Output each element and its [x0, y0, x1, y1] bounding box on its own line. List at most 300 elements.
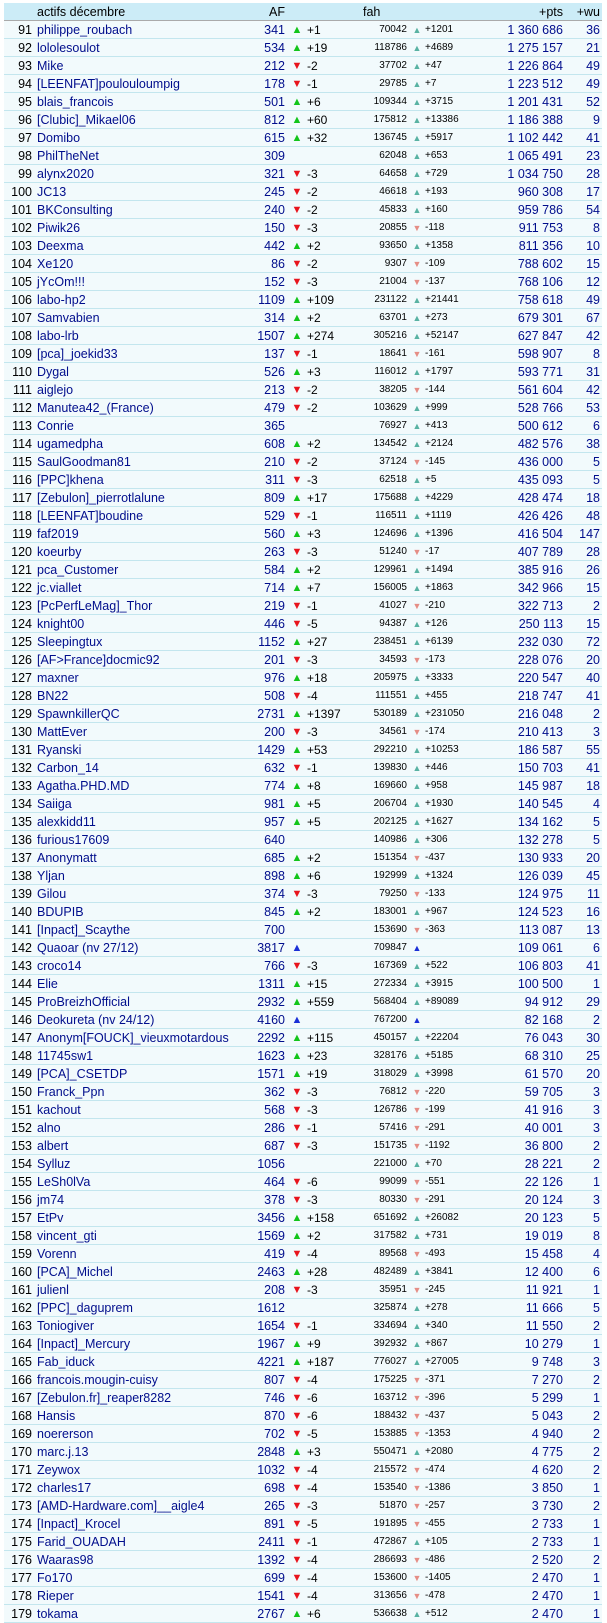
table-row — [4, 1335, 602, 1353]
fah-delta-cell: -220 — [423, 1083, 483, 1101]
rank-cell: 165 — [4, 1353, 35, 1371]
table-row — [4, 885, 602, 903]
fah-delta-cell: -199 — [423, 1101, 483, 1119]
af-cell: 2767 — [247, 1605, 289, 1623]
fah-delta-cell: +4689 — [423, 39, 483, 57]
fah-cell: 334694 — [349, 1317, 411, 1335]
table-row — [4, 471, 602, 489]
fah-delta-cell: +1119 — [423, 507, 483, 525]
triangle-up-icon: ▲ — [291, 132, 303, 144]
name-cell: [Clubic]_Mikael06 — [35, 111, 247, 129]
wu-cell: 9 — [569, 111, 602, 129]
name-cell: Anonym[FOUCK]_vieuxmotardous — [35, 1029, 247, 1047]
fah-delta-cell: -1192 — [423, 1137, 483, 1155]
wu-cell: 2 — [569, 1317, 602, 1335]
triangle-up-icon: ▲ — [291, 996, 303, 1008]
fah-delta-cell: -478 — [423, 1587, 483, 1605]
table-row — [4, 957, 602, 975]
af-cell: 1569 — [247, 1227, 289, 1245]
triangle-up-icon: ▲ — [291, 528, 303, 540]
triangle-down-icon: ▼ — [291, 1284, 303, 1296]
af-delta-cell: -3 — [305, 471, 349, 489]
fah-arrow-icon — [411, 219, 423, 237]
rank-cell: 179 — [4, 1605, 35, 1623]
fah-arrow-icon — [411, 921, 423, 939]
fah-cell: 292210 — [349, 741, 411, 759]
name-cell: Gilou — [35, 885, 247, 903]
fah-cell: 116511 — [349, 507, 411, 525]
triangle-down-icon: ▼ — [412, 1500, 422, 1511]
pts-cell: 1 065 491 — [483, 147, 569, 165]
pts-cell: 436 000 — [483, 453, 569, 471]
af-arrow-icon — [289, 597, 305, 615]
triangle-down-icon: ▼ — [412, 852, 422, 863]
name-cell: Saiiga — [35, 795, 247, 813]
fah-delta-cell: -371 — [423, 1371, 483, 1389]
rank-cell: 125 — [4, 633, 35, 651]
fah-delta-cell: +2080 — [423, 1443, 483, 1461]
triangle-up-icon: ▲ — [412, 708, 422, 719]
wu-cell: 5 — [569, 813, 602, 831]
triangle-up-icon: ▲ — [412, 114, 422, 125]
fah-cell: 62518 — [349, 471, 411, 489]
fah-cell: 767200 — [349, 1011, 411, 1029]
wu-cell: 15 — [569, 579, 602, 597]
rank-cell: 146 — [4, 1011, 35, 1029]
triangle-up-icon: ▲ — [291, 96, 303, 108]
name-cell: marc.j.13 — [35, 1443, 247, 1461]
af-cell: 86 — [247, 255, 289, 273]
af-delta-cell: +17 — [305, 489, 349, 507]
af-delta-cell: -3 — [305, 957, 349, 975]
fah-cell: 317582 — [349, 1227, 411, 1245]
af-delta-cell: -3 — [305, 165, 349, 183]
rank-cell: 151 — [4, 1101, 35, 1119]
rank-cell: 136 — [4, 831, 35, 849]
fah-delta-cell: +306 — [423, 831, 483, 849]
fah-cell: 124696 — [349, 525, 411, 543]
triangle-down-icon: ▼ — [412, 222, 422, 233]
triangle-down-icon: ▼ — [291, 78, 303, 90]
rank-cell: 94 — [4, 75, 35, 93]
rank-cell: 127 — [4, 669, 35, 687]
rank-cell: 156 — [4, 1191, 35, 1209]
triangle-up-icon: ▲ — [291, 1446, 303, 1458]
name-cell: SpawnkillerQC — [35, 705, 247, 723]
af-delta-cell: +2 — [305, 1227, 349, 1245]
rank-cell: 107 — [4, 309, 35, 327]
table-row — [4, 1065, 602, 1083]
fah-arrow-icon — [411, 1461, 423, 1479]
fah-arrow-icon — [411, 777, 423, 795]
fah-arrow-icon — [411, 615, 423, 633]
fah-arrow-icon — [411, 1389, 423, 1407]
wu-cell: 6 — [569, 417, 602, 435]
pts-cell: 342 966 — [483, 579, 569, 597]
name-cell: Piwik26 — [35, 219, 247, 237]
fah-cell: 109344 — [349, 93, 411, 111]
af-delta-cell — [305, 831, 349, 849]
af-arrow-icon — [289, 1443, 305, 1461]
af-arrow-icon — [289, 975, 305, 993]
fah-cell: 118786 — [349, 39, 411, 57]
pts-cell: 68 310 — [483, 1047, 569, 1065]
fah-cell: 89568 — [349, 1245, 411, 1263]
fah-delta-cell: +1494 — [423, 561, 483, 579]
table-row — [4, 975, 602, 993]
af-arrow-icon — [289, 939, 305, 957]
triangle-down-icon: ▼ — [291, 276, 303, 288]
af-delta-cell: +3 — [305, 1443, 349, 1461]
rank-cell: 99 — [4, 165, 35, 183]
table-row — [4, 1191, 602, 1209]
name-cell: BKConsulting — [35, 201, 247, 219]
af-cell: 809 — [247, 489, 289, 507]
wu-cell: 2 — [569, 1011, 602, 1029]
rank-cell: 149 — [4, 1065, 35, 1083]
fah-delta-cell: +1627 — [423, 813, 483, 831]
rank-cell: 145 — [4, 993, 35, 1011]
triangle-down-icon: ▼ — [412, 1410, 422, 1421]
fah-delta-cell: +1396 — [423, 525, 483, 543]
name-cell: labo-lrb — [35, 327, 247, 345]
pts-cell: 2 733 — [483, 1533, 569, 1551]
fah-arrow-icon — [411, 1245, 423, 1263]
rank-cell: 101 — [4, 201, 35, 219]
wu-cell: 2 — [569, 1461, 602, 1479]
af-cell: 560 — [247, 525, 289, 543]
triangle-up-icon: ▲ — [412, 1212, 422, 1223]
af-delta-cell: +53 — [305, 741, 349, 759]
wu-cell: 2 — [569, 1137, 602, 1155]
fah-arrow-icon — [411, 21, 423, 39]
wu-cell: 3 — [569, 1191, 602, 1209]
af-delta-cell: -3 — [305, 1281, 349, 1299]
fah-arrow-icon — [411, 147, 423, 165]
fah-cell: 136745 — [349, 129, 411, 147]
fah-cell: 392932 — [349, 1335, 411, 1353]
name-cell: Zeywox — [35, 1461, 247, 1479]
triangle-up-icon: ▲ — [291, 330, 303, 342]
wu-cell: 20 — [569, 651, 602, 669]
af-cell: 568 — [247, 1101, 289, 1119]
triangle-up-icon: ▲ — [412, 618, 422, 629]
wu-cell: 3 — [569, 723, 602, 741]
table-row — [4, 921, 602, 939]
fah-cell: 70042 — [349, 21, 411, 39]
rank-cell: 103 — [4, 237, 35, 255]
fah-arrow-icon — [411, 1569, 423, 1587]
wu-cell: 41 — [569, 129, 602, 147]
triangle-down-icon: ▼ — [291, 1572, 303, 1584]
wu-cell: 23 — [569, 147, 602, 165]
af-delta-cell: +32 — [305, 129, 349, 147]
table-header — [4, 3, 602, 21]
triangle-up-icon: ▲ — [412, 978, 422, 989]
rank-cell: 95 — [4, 93, 35, 111]
af-delta-cell: -3 — [305, 1497, 349, 1515]
triangle-up-icon: ▲ — [412, 24, 422, 35]
rank-cell: 118 — [4, 507, 35, 525]
pts-cell: 435 093 — [483, 471, 569, 489]
rank-cell: 132 — [4, 759, 35, 777]
name-cell: furious17609 — [35, 831, 247, 849]
table-row — [4, 1569, 602, 1587]
fah-delta-cell: -245 — [423, 1281, 483, 1299]
triangle-up-icon: ▲ — [412, 132, 422, 143]
af-arrow-icon — [289, 1065, 305, 1083]
triangle-up-icon: ▲ — [412, 780, 422, 791]
af-delta-cell: -1 — [305, 1119, 349, 1137]
af-arrow-icon — [289, 1191, 305, 1209]
fah-cell: 134542 — [349, 435, 411, 453]
af-cell: 479 — [247, 399, 289, 417]
fah-delta-cell: -257 — [423, 1497, 483, 1515]
rank-cell: 105 — [4, 273, 35, 291]
af-delta-cell: +109 — [305, 291, 349, 309]
wu-cell: 21 — [569, 39, 602, 57]
fah-delta-cell: +446 — [423, 759, 483, 777]
af-delta-cell: +5 — [305, 795, 349, 813]
af-arrow-icon — [289, 1263, 305, 1281]
triangle-down-icon: ▼ — [291, 1122, 303, 1134]
fah-arrow-icon — [411, 1317, 423, 1335]
fah-cell: 328176 — [349, 1047, 411, 1065]
fah-arrow-icon — [411, 939, 423, 957]
pts-cell: 1 360 686 — [483, 21, 569, 39]
fah-arrow-icon — [411, 543, 423, 561]
af-delta-cell: -3 — [305, 273, 349, 291]
pts-cell: 4 940 — [483, 1425, 569, 1443]
triangle-down-icon: ▼ — [412, 1374, 422, 1385]
triangle-down-icon: ▼ — [291, 186, 303, 198]
af-cell: 812 — [247, 111, 289, 129]
af-delta-cell: +2 — [305, 309, 349, 327]
triangle-up-icon: ▲ — [412, 1068, 422, 1079]
wu-cell: 52 — [569, 93, 602, 111]
fah-arrow-icon — [411, 1227, 423, 1245]
af-delta-cell — [305, 921, 349, 939]
table-row — [4, 93, 602, 111]
af-cell: 212 — [247, 57, 289, 75]
af-delta-cell: -4 — [305, 1551, 349, 1569]
af-cell: 201 — [247, 651, 289, 669]
ranking-wrapper — [4, 3, 602, 1623]
pts-cell: 500 612 — [483, 417, 569, 435]
table-row — [4, 327, 602, 345]
fah-cell: 139830 — [349, 759, 411, 777]
triangle-down-icon: ▼ — [291, 1428, 303, 1440]
af-delta-cell — [305, 1299, 349, 1317]
table-row — [4, 1101, 602, 1119]
fah-delta-cell: -1405 — [423, 1569, 483, 1587]
wu-cell: 12 — [569, 273, 602, 291]
triangle-down-icon: ▼ — [412, 654, 422, 665]
pts-cell: 94 912 — [483, 993, 569, 1011]
pts-cell: 407 789 — [483, 543, 569, 561]
triangle-down-icon: ▼ — [412, 1248, 422, 1259]
table-row — [4, 75, 602, 93]
fah-cell: 188432 — [349, 1407, 411, 1425]
fah-delta-cell: +1201 — [423, 21, 483, 39]
pts-cell: 140 545 — [483, 795, 569, 813]
triangle-down-icon: ▼ — [412, 600, 422, 611]
triangle-down-icon: ▼ — [412, 1428, 422, 1439]
table-row — [4, 579, 602, 597]
fah-delta-cell: +455 — [423, 687, 483, 705]
pts-cell: 1 034 750 — [483, 165, 569, 183]
af-cell: 702 — [247, 1425, 289, 1443]
af-arrow-icon — [289, 435, 305, 453]
table-row — [4, 129, 602, 147]
fah-arrow-icon — [411, 1407, 423, 1425]
wu-cell: 26 — [569, 561, 602, 579]
table-row — [4, 1515, 602, 1533]
triangle-up-icon: ▲ — [412, 168, 422, 179]
pts-cell: 2 470 — [483, 1569, 569, 1587]
triangle-down-icon: ▼ — [291, 1248, 303, 1260]
af-delta-cell: +18 — [305, 669, 349, 687]
fah-arrow-icon — [411, 507, 423, 525]
af-cell: 341 — [247, 21, 289, 39]
table-row — [4, 561, 602, 579]
triangle-up-icon: ▲ — [412, 996, 422, 1007]
rank-cell: 174 — [4, 1515, 35, 1533]
rank-cell: 134 — [4, 795, 35, 813]
triangle-up-icon: ▲ — [291, 564, 303, 576]
triangle-down-icon: ▼ — [412, 888, 422, 899]
fah-cell: 205975 — [349, 669, 411, 687]
table-row — [4, 1479, 602, 1497]
table-row — [4, 237, 602, 255]
wu-cell: 2 — [569, 597, 602, 615]
triangle-down-icon: ▼ — [412, 1482, 422, 1493]
triangle-up-icon: ▲ — [291, 582, 303, 594]
fah-cell: 215572 — [349, 1461, 411, 1479]
wu-cell: 15 — [569, 255, 602, 273]
table-row — [4, 165, 602, 183]
af-cell: 2411 — [247, 1533, 289, 1551]
triangle-up-icon: ▲ — [291, 240, 303, 252]
fah-cell: 156005 — [349, 579, 411, 597]
af-delta-cell: -3 — [305, 543, 349, 561]
rank-cell: 124 — [4, 615, 35, 633]
triangle-up-icon: ▲ — [291, 24, 303, 36]
pts-cell: 528 766 — [483, 399, 569, 417]
fah-delta-cell: -133 — [423, 885, 483, 903]
af-arrow-icon — [289, 1119, 305, 1137]
rank-cell: 115 — [4, 453, 35, 471]
table-row — [4, 543, 602, 561]
name-cell: [LEENFAT]poulouloumpig — [35, 75, 247, 93]
triangle-down-icon: ▼ — [291, 618, 303, 630]
wu-cell: 11 — [569, 885, 602, 903]
rank-cell: 122 — [4, 579, 35, 597]
fah-delta-cell: -145 — [423, 453, 483, 471]
pts-cell: 7 270 — [483, 1371, 569, 1389]
name-cell: BN22 — [35, 687, 247, 705]
fah-cell: 51240 — [349, 543, 411, 561]
af-arrow-icon — [289, 1587, 305, 1605]
fah-arrow-icon — [411, 831, 423, 849]
rank-cell: 167 — [4, 1389, 35, 1407]
rank-cell: 154 — [4, 1155, 35, 1173]
wu-cell: 17 — [569, 183, 602, 201]
fah-cell: 9307 — [349, 255, 411, 273]
triangle-up-icon: ▲ — [412, 1302, 422, 1313]
triangle-down-icon: ▼ — [291, 510, 303, 522]
triangle-up-icon: ▲ — [291, 852, 303, 864]
table-row — [4, 993, 602, 1011]
pts-cell: 428 474 — [483, 489, 569, 507]
fah-delta-cell: +3915 — [423, 975, 483, 993]
af-delta-cell: -3 — [305, 1191, 349, 1209]
af-cell: 442 — [247, 237, 289, 255]
triangle-up-icon: ▲ — [412, 186, 422, 197]
table-row — [4, 1029, 602, 1047]
fah-cell: 238451 — [349, 633, 411, 651]
af-cell: 891 — [247, 1515, 289, 1533]
wu-cell: 55 — [569, 741, 602, 759]
af-delta-cell: -1 — [305, 507, 349, 525]
pts-cell: 132 278 — [483, 831, 569, 849]
fah-arrow-icon — [411, 399, 423, 417]
fah-delta-cell: +26082 — [423, 1209, 483, 1227]
af-arrow-icon — [289, 993, 305, 1011]
fah-arrow-icon — [411, 93, 423, 111]
fah-cell: 140986 — [349, 831, 411, 849]
fah-arrow-icon — [411, 1353, 423, 1371]
pts-cell: 10 279 — [483, 1335, 569, 1353]
pts-cell: 82 168 — [483, 1011, 569, 1029]
fah-delta-cell: +958 — [423, 777, 483, 795]
fah-delta-cell: +729 — [423, 165, 483, 183]
name-cell: [Inpact]_Scaythe — [35, 921, 247, 939]
af-delta-cell: +60 — [305, 111, 349, 129]
fah-delta-cell: -1353 — [423, 1425, 483, 1443]
name-cell: EtPv — [35, 1209, 247, 1227]
af-cell: 213 — [247, 381, 289, 399]
fah-delta-cell: -396 — [423, 1389, 483, 1407]
af-cell: 446 — [247, 615, 289, 633]
fah-cell: 116012 — [349, 363, 411, 381]
af-delta-cell: -1 — [305, 75, 349, 93]
name-cell: [Inpact]_Mercury — [35, 1335, 247, 1353]
wu-cell: 13 — [569, 921, 602, 939]
pts-cell: 28 221 — [483, 1155, 569, 1173]
af-arrow-icon — [289, 651, 305, 669]
fah-arrow-icon — [411, 975, 423, 993]
af-cell: 1623 — [247, 1047, 289, 1065]
af-cell: 2292 — [247, 1029, 289, 1047]
fah-cell: 153885 — [349, 1425, 411, 1443]
name-cell: aiglejo — [35, 381, 247, 399]
fah-delta-cell: -17 — [423, 543, 483, 561]
pts-cell: 228 076 — [483, 651, 569, 669]
fah-arrow-icon — [411, 327, 423, 345]
fah-delta-cell: +999 — [423, 399, 483, 417]
name-cell: kachout — [35, 1101, 247, 1119]
fah-cell: 192999 — [349, 867, 411, 885]
triangle-down-icon: ▼ — [291, 1176, 303, 1188]
fah-delta-cell: +731 — [423, 1227, 483, 1245]
fah-cell: 99099 — [349, 1173, 411, 1191]
af-delta-cell: +15 — [305, 975, 349, 993]
wu-cell: 48 — [569, 507, 602, 525]
triangle-up-icon: ▲ — [412, 204, 422, 215]
af-arrow-icon — [289, 579, 305, 597]
triangle-down-icon: ▼ — [291, 456, 303, 468]
